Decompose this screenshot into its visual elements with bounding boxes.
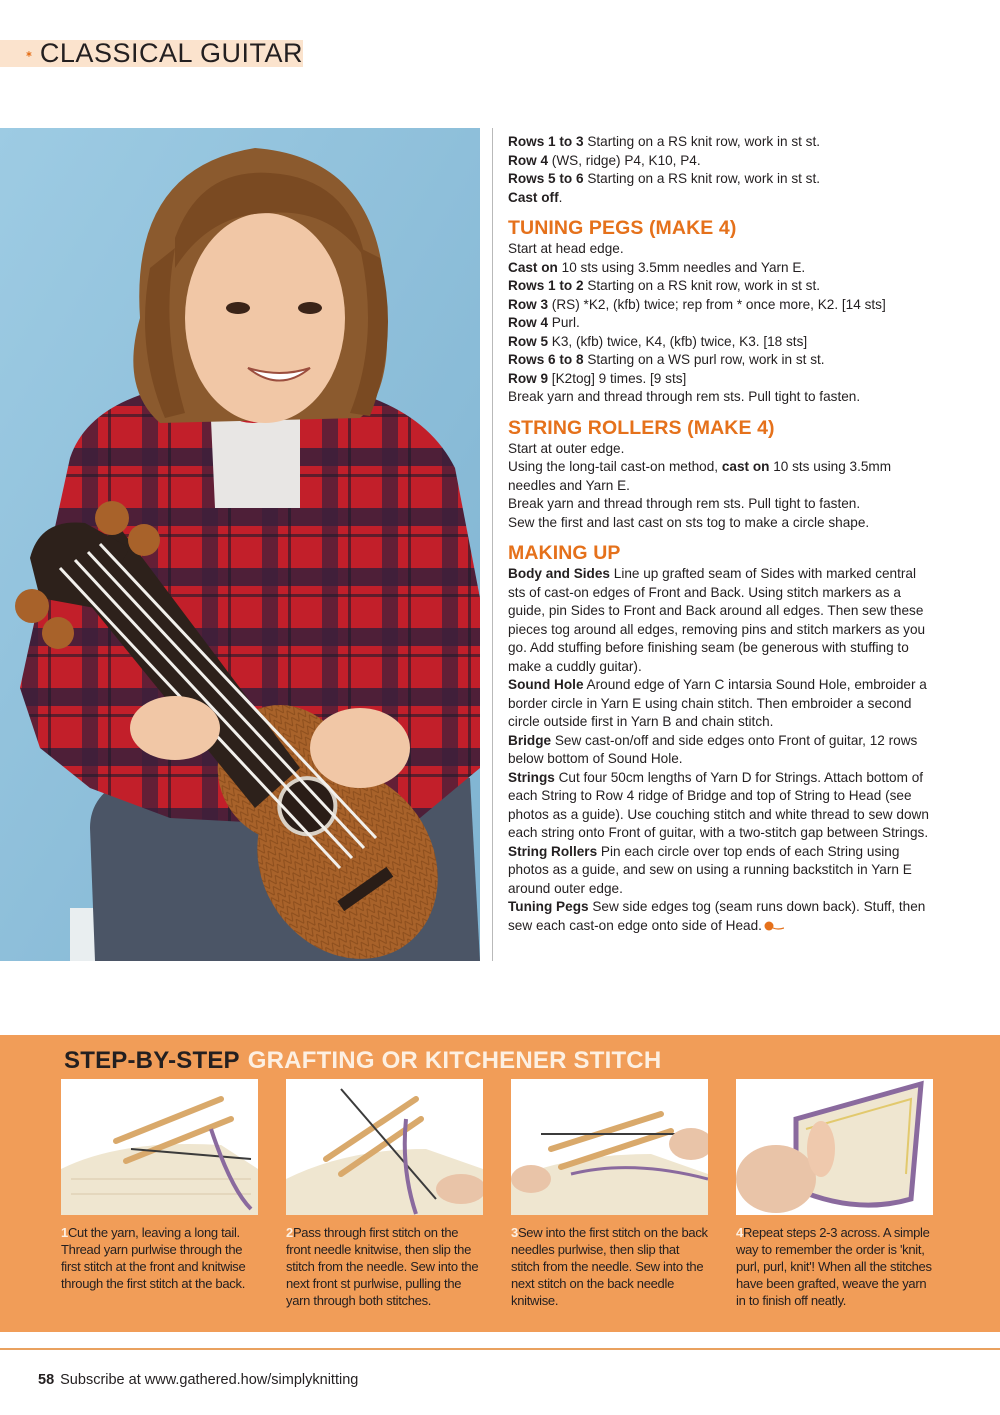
string-rollers-block	[508, 440, 936, 533]
intro-rows-block	[508, 133, 936, 207]
instruction-line: Rows 6 to 8 Starting on a WS purl row, work in st st.	[508, 352, 825, 367]
instruction-line: Row 3 (RS) *K2, (kfb) twice; rep from * once more, K2. [14 sts]	[508, 296, 886, 312]
making-up-paragraph: Tuning Pegs Sew side edges tog (seam runs down back). Stuff, then sew each cast-on edge onto side of Head.	[508, 899, 926, 933]
section-header-tab	[0, 40, 303, 67]
step-2-photo	[286, 1079, 483, 1215]
making-up-paragraph: Strings Cut four 50cm lengths of Yarn D for Strings. Attach bottom of each String to Row 4 ridge of Bridge and top of String to Head (see photos as a guide). Use couching stitch and white thread to sew down each string onto Front of guitar, with a two-stitch gap between Strings.	[508, 769, 929, 840]
step-1-caption: 1Cut the yarn, leaving a long tail. Thread yarn purlwise through the first stitch at the front and knitwise through the first stitch at the back.	[61, 1225, 246, 1291]
instruction-line: Cast on 10 sts using 3.5mm needles and Yarn E.	[508, 259, 806, 275]
instruction-line: Break yarn and thread through rem sts. Pull tight to fasten.	[508, 496, 861, 511]
making-up-paragraph: Sound Hole Around edge of Yarn C intarsia Sound Hole, embroider a border circle in Yarn E using chain stitch. Then embroider a second circle outside first in Yarn B and chain stitch.	[508, 677, 927, 729]
page-number: 58	[38, 1372, 55, 1388]
step-3-caption: 3Sew into the first stitch on the back needles purlwise, then slip that stitch from the needle. Sew into the next stitch on the back needle knitwise.	[511, 1225, 708, 1308]
instruction-line: Row 4 Purl.	[508, 315, 580, 330]
tuning-pegs-block	[508, 240, 936, 407]
yarn-ball-end-icon	[764, 921, 784, 931]
instruction-line: Break yarn and thread through rem sts. Pull tight to fasten.	[508, 389, 861, 404]
tuning-pegs-heading: TUNING PEGS (MAKE 4)	[508, 217, 737, 239]
step-1-photo	[61, 1079, 258, 1215]
boy-with-knitted-guitar-photo	[0, 128, 480, 961]
instruction-line: Row 9 [K2tog] 9 times. [9 sts]	[508, 370, 687, 386]
instruction-line: Row 4 (WS, ridge) P4, K10, P4.	[508, 152, 701, 168]
step-3-photo	[511, 1079, 708, 1215]
instruction-line: Cast off.	[508, 189, 563, 205]
instruction-line: Start at outer edge.	[508, 440, 625, 456]
asterisk-icon	[26, 42, 32, 66]
instruction-line: Row 5 K3, (kfb) twice, K4, (kfb) twice, K3. [18 sts]	[508, 333, 808, 349]
step-by-step-heading: STEP-BY-STEP GRAFTING OR KITCHENER STITCH	[64, 1047, 662, 1074]
footer-rule	[0, 1348, 1000, 1350]
instruction-line: Rows 1 to 3 Starting on a RS knit row, work in st st.	[508, 134, 821, 149]
instruction-line: Rows 5 to 6 Starting on a RS knit row, work in st st.	[508, 171, 821, 186]
instruction-line: Rows 1 to 2 Starting on a RS knit row, work in st st.	[508, 278, 821, 293]
step-4-caption: 4Repeat steps 2-3 across. A simple way to remember the order is 'knit, purl, purl, knit'! When all the stitches have been grafted, weave the yarn in to finish off neatly.	[736, 1225, 932, 1308]
section-title: CLASSICAL GUITAR	[39, 38, 303, 68]
instruction-line: Using the long-tail cast-on method, cast on 10 sts using 3.5mm needles and Yarn E.	[508, 459, 892, 493]
pattern-instructions-column	[508, 133, 936, 935]
column-divider	[492, 128, 493, 961]
instruction-line: Start at head edge.	[508, 241, 624, 256]
making-up-paragraph: String Rollers Pin each circle over top ends of each String using photos as a guide, and sew on using a running backstitch in Yarn E around outer edge.	[508, 843, 912, 896]
step-by-step-band	[0, 1035, 1000, 1332]
instruction-line: Sew the first and last cast on sts tog to make a circle shape.	[508, 514, 870, 530]
string-rollers-heading: STRING ROLLERS (MAKE 4)	[508, 416, 775, 439]
step-2-caption: 2Pass through first stitch on the front needle knitwise, then slip the stitch from the needle. Sew into the next front st purlwise, pulling the yarn through both stitches.	[286, 1225, 479, 1308]
making-up-heading: MAKING UP	[508, 542, 621, 564]
making-up-paragraph: Body and Sides Line up grafted seam of Sides with marked central sts of cast-on edges of Front and Back. Using stitch markers as a guide, pin Sides to Front and Back around all edges. Then sew these pieces tog around all edges, removing pins and stitch markers as you go. Add stuffing before finishing seam (be generous with stuffing to make a cuddly guitar).	[508, 566, 926, 674]
step-4-photo	[736, 1079, 933, 1215]
subscribe-link[interactable]: Subscribe at www.gathered.how/simplyknitting	[60, 1372, 359, 1388]
making-up-paragraph: Bridge Sew cast-on/off and side edges onto Front of guitar, 12 rows below bottom of Sound Hole.	[508, 732, 918, 766]
page-footer	[38, 1372, 358, 1388]
making-up-block	[508, 565, 936, 935]
